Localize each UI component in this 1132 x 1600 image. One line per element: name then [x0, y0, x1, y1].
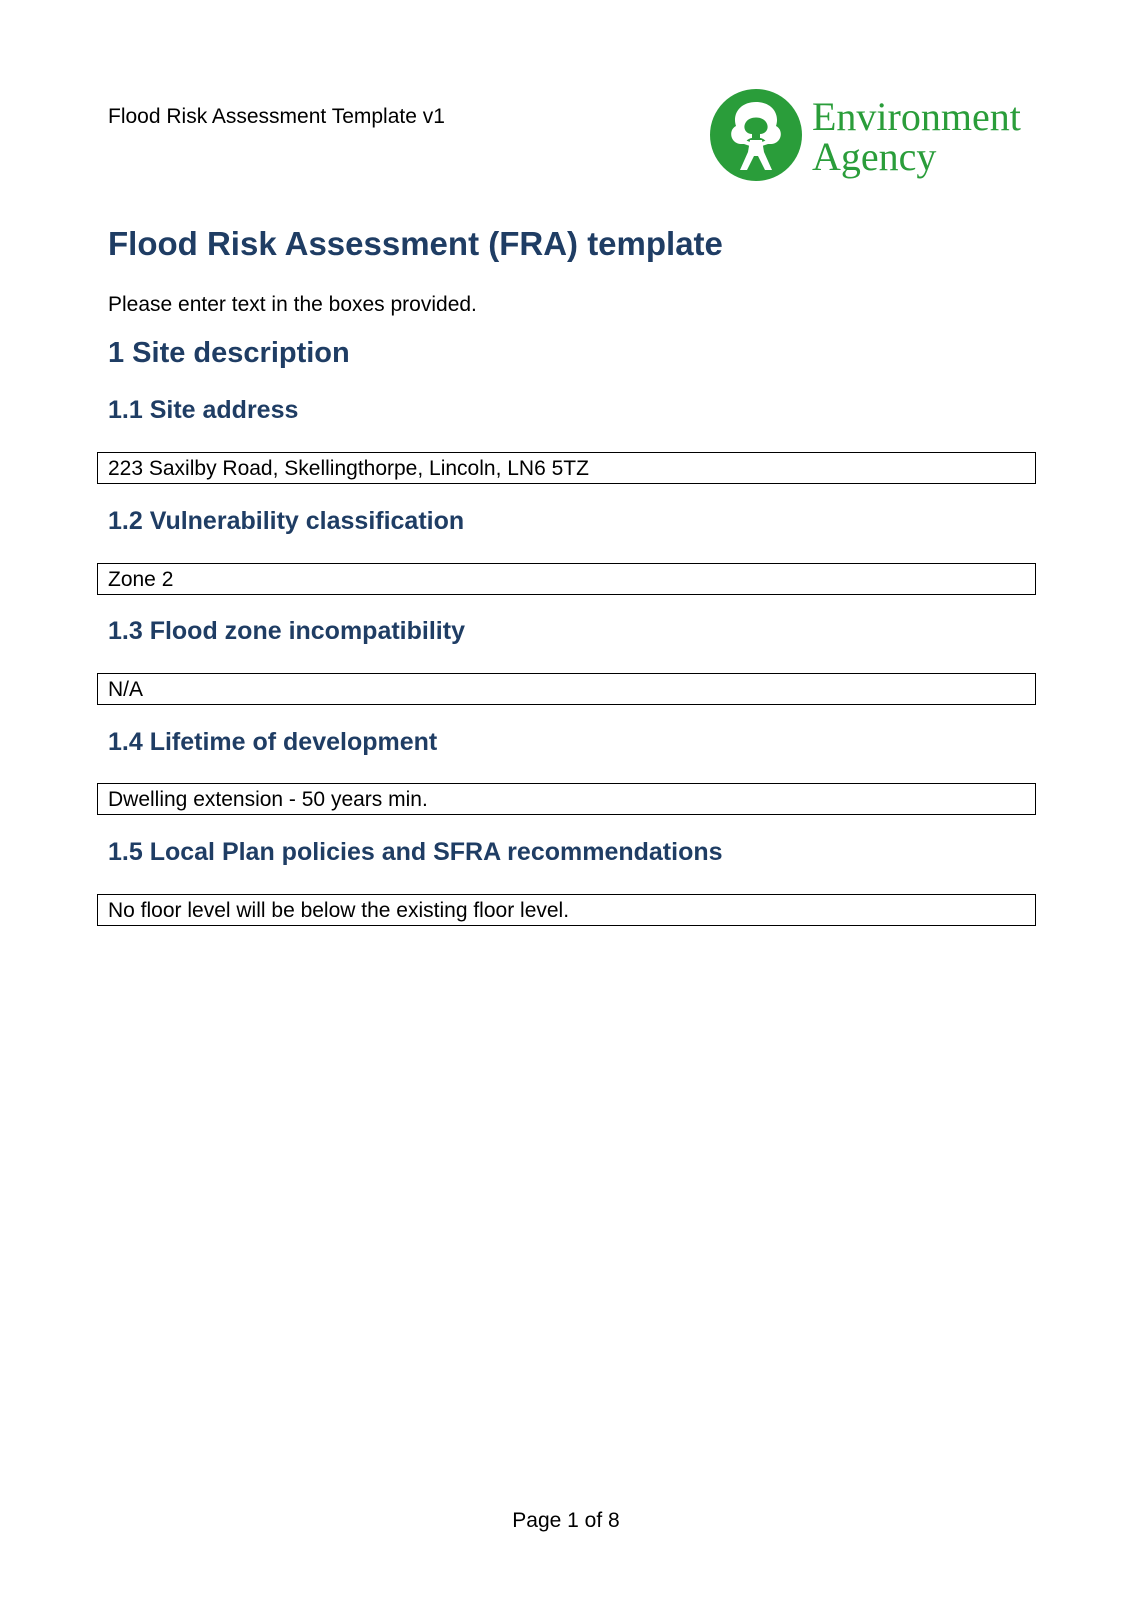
subsection-heading-local-plan-policies: 1.5 Local Plan policies and SFRA recommendations [108, 838, 723, 866]
subsection-heading-site-address: 1.1 Site address [108, 396, 299, 424]
intro-text: Please enter text in the boxes provided. [108, 293, 477, 316]
environment-agency-logo [710, 88, 1050, 186]
site-address-field[interactable]: 223 Saxilby Road, Skellingthorpe, Lincoln, LN6 5TZ [97, 452, 1036, 484]
vulnerability-classification-field[interactable]: Zone 2 [97, 563, 1036, 595]
lifetime-of-development-field[interactable]: Dwelling extension - 50 years min. [97, 783, 1036, 815]
subsection-heading-lifetime-of-development: 1.4 Lifetime of development [108, 728, 438, 756]
flood-zone-incompatibility-field[interactable]: N/A [97, 673, 1036, 705]
tree-person-icon [710, 89, 802, 181]
logo-name-line1: Environment [812, 94, 1021, 139]
document-version-label: Flood Risk Assessment Template v1 [108, 105, 445, 128]
local-plan-policies-field[interactable]: No floor level will be below the existing floor level. [97, 894, 1036, 926]
page-title: Flood Risk Assessment (FRA) template [108, 225, 723, 262]
logo-name-line2: Agency [812, 134, 937, 179]
page-number: Page 1 of 8 [512, 1509, 620, 1532]
subsection-heading-vulnerability-classification: 1.2 Vulnerability classification [108, 507, 465, 535]
section-heading-site-description: 1 Site description [108, 337, 350, 369]
subsection-heading-flood-zone-incompatibility: 1.3 Flood zone incompatibility [108, 617, 465, 645]
